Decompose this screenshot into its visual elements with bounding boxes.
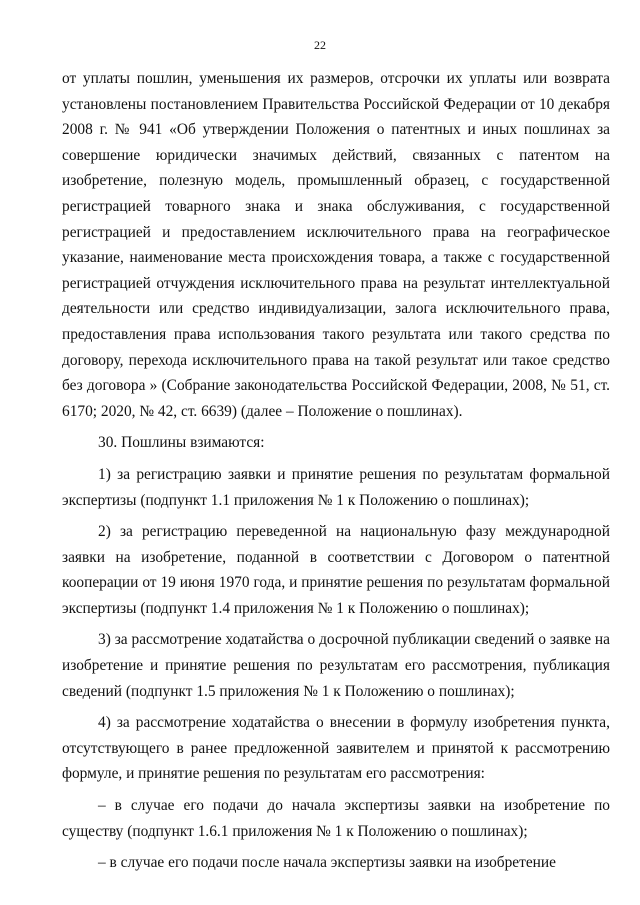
paragraph-item-2: 2) за регистрацию переведенной на национальную фазу международной заявки на изобретение, поданной в соответствии с Договором о патентной кооперации от 19 июня 1970 года, и принятие решения по результатам формальной экспертизы (подпункт 1.4 приложения № 1 к Положению о пошлинах);	[62, 523, 610, 617]
paragraph-item-3: 3) за рассмотрение ходатайства о досрочной публикации сведений о заявке на изобретение и принятие решения по результатам его рассмотрения, публикация сведений (подпункт 1.5 приложения № 1 к Положению о пошлинах);	[62, 631, 610, 700]
document-body	[62, 66, 610, 876]
paragraph-dash-1: – в случае его подачи до начала экспертизы заявки на изобретение по существу (подпункт 1.6.1 приложения № 1 к Положению о пошлинах);	[62, 797, 610, 840]
paragraph-item-4: 4) за рассмотрение ходатайства о внесении в формулу изобретения пункта, отсутствующего в ранее предложенной заявителем и принятой к рассмотрению формуле, и принятие решения по результатам его рассмотрения:	[62, 714, 610, 783]
paragraph-fees-regulation: от уплаты пошлин, уменьшения их размеров, отсрочки их уплаты или возврата установлены постановлением Правительства Российской Федерации от 10 декабря 2008 г. № 941 «Об утверждении Положения о патентных и иных пошлинах за совершение юридически значимых действий, связанных с патентом на изобретение, полезную модель, промышленный образец, с государственной регистрацией товарного знака и знака обслуживания, с государственной регистрацией и предоставлением исключительного права на географическое указание, наименование места происхождения товара, а также с государственной регистрацией отчуждения исключительного права на результат интеллектуальной деятельности или средство индивидуализации, залога исключительного права, предоставления права использования такого результата или такого средства по договору, перехода исключительного права на такой результат или такое средство без договора » (Собрание законодательства Российской Федерации, 2008, № 51, ст. 6170; 2020, № 42, ст. 6639) (далее – Положение о пошлинах).	[62, 70, 610, 420]
paragraph-item-1: 1) за регистрацию заявки и принятие решения по результатам формальной экспертизы (подпункт 1.1 приложения № 1 к Положению о пошлинах);	[62, 465, 610, 509]
paragraph-clause-30: 30. Пошлины взимаются:	[98, 434, 265, 452]
page-number: 22	[314, 38, 326, 52]
paragraph-dash-2: – в случае его подачи после начала экспертизы заявки на изобретение	[98, 854, 556, 872]
